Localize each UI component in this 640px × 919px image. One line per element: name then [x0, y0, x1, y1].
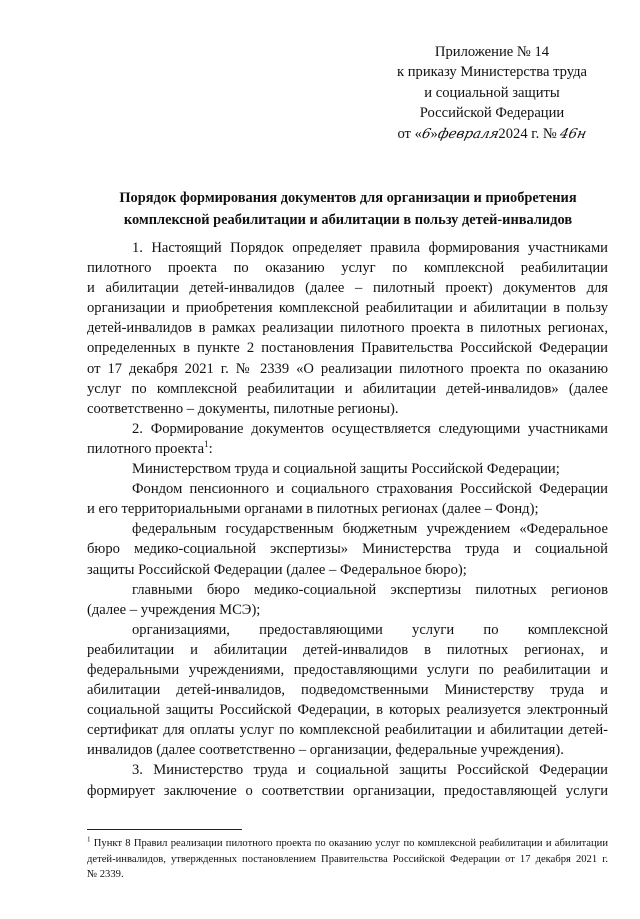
body-line: детей-инвалидов в рамках реализации пилотного проекта в пилотных регионах, [87, 320, 608, 337]
footnote-mark: 1 [87, 835, 91, 844]
date-prefix: от « [397, 125, 422, 142]
footnote-line: детей-инвалидов, утвержденных постановлением Правительства Российской Федерации от 17 декабря 2021 г. [87, 853, 608, 865]
footnote [87, 836, 608, 883]
annex-date-line [372, 124, 612, 144]
date-mid: » [430, 125, 438, 142]
body-line [87, 439, 608, 459]
body-line: сертификат для оплаты услуг по комплексной реабилитации и абилитации детей- [87, 722, 608, 739]
body-line: и его территориальными органами в пилотных регионах (далее – Фонд); [87, 501, 539, 518]
body-line: от 17 декабря 2021 г. № 2339 «О реализации пилотного проекта по оказанию [87, 360, 608, 377]
document-body [87, 238, 608, 801]
body-line: услуг по комплексной реабилитации и абилитации детей-инвалидов» (далее [87, 380, 608, 397]
body-line: реабилитации и абилитации детей-инвалидов в пилотных регионах, и [87, 641, 608, 658]
body-line: инвалидов (далее соответственно – организации, федеральные учреждения). [87, 742, 564, 759]
date-day-handwritten: 6 [420, 125, 433, 142]
body-line: абилитации детей-инвалидов, подведомственными Министерству труда и [87, 682, 608, 699]
body-line: федеральными учреждениями, предоставляющими услуги по реабилитации и [87, 661, 608, 678]
body-line: пилотного проекта по оказанию услуг по комплексной реабилитации [87, 260, 608, 277]
body-line: защиты Российской Федерации (далее – Федеральное бюро); [87, 561, 467, 578]
annex-ministry-line: и социальной защиты [424, 84, 560, 101]
footnote-line: № 2339. [87, 869, 124, 881]
body-line: и абилитации детей-инвалидов (далее – пилотный проект) документов для [87, 280, 608, 297]
title-line-1: Порядок формирования документов для организации и приобретения [119, 190, 577, 206]
body-line: Министерством труда и социальной защиты Российской Федерации; [132, 461, 560, 478]
body-text: : [208, 440, 213, 457]
body-line: формирует заключение о соответствии организации, предоставляющей услуги [87, 782, 608, 799]
body-line: бюро медико-социальной экспертизы» Министерства труда и социальной [87, 541, 608, 558]
body-line: определенных в пункте 2 постановления Правительства Российской Федерации [87, 340, 608, 357]
footnote-ref[interactable]: 1 [204, 439, 209, 450]
body-line: 2. Формирование документов осуществляется следующими участниками [132, 420, 608, 437]
body-line: социальной защиты Российской Федерации, в которых реализуется электронный [87, 702, 608, 719]
date-year: 2024 г. № [498, 125, 561, 142]
footnote-divider [87, 829, 242, 830]
body-line: 1. Настоящий Порядок определяет правила формирования участниками [132, 240, 608, 256]
body-line: организациями, предоставляющими услуги по комплексной [132, 621, 608, 638]
body-text: пилотного проекта [87, 440, 205, 457]
annex-order-line: к приказу Министерства труда [396, 64, 588, 81]
annex-header [372, 42, 612, 144]
annex-number: Приложение № 14 [434, 44, 550, 60]
date-month-handwritten: февраля [436, 125, 501, 142]
footnote-line [87, 836, 608, 852]
body-line: 3. Министерство труда и социальной защиты Российской Федерации [132, 762, 608, 779]
body-line: соответственно – документы, пилотные регионы). [87, 400, 399, 417]
body-line: (далее – учреждения МСЭ); [87, 601, 261, 618]
body-line: федеральным государственным бюджетным учреждением «Федеральное [132, 521, 608, 538]
footnote-text: Пункт 8 Правил реализации пилотного проекта по оказанию услуг по комплексной реабилитации и абилитации [90, 838, 608, 849]
body-line: Фондом пенсионного и социального страхования Российской Федерации [132, 481, 608, 498]
order-number-handwritten: 46н [558, 125, 589, 142]
annex-federation-line: Российской Федерации [419, 105, 565, 122]
document-title [90, 187, 606, 231]
body-line: главными бюро медико-социальной экспертизы пилотных регионов [132, 581, 608, 598]
body-line: организации и приобретения комплексной реабилитации и абилитации в пользу [87, 300, 608, 317]
title-line-2: комплексной реабилитации и абилитации в пользу детей-инвалидов [123, 212, 573, 228]
